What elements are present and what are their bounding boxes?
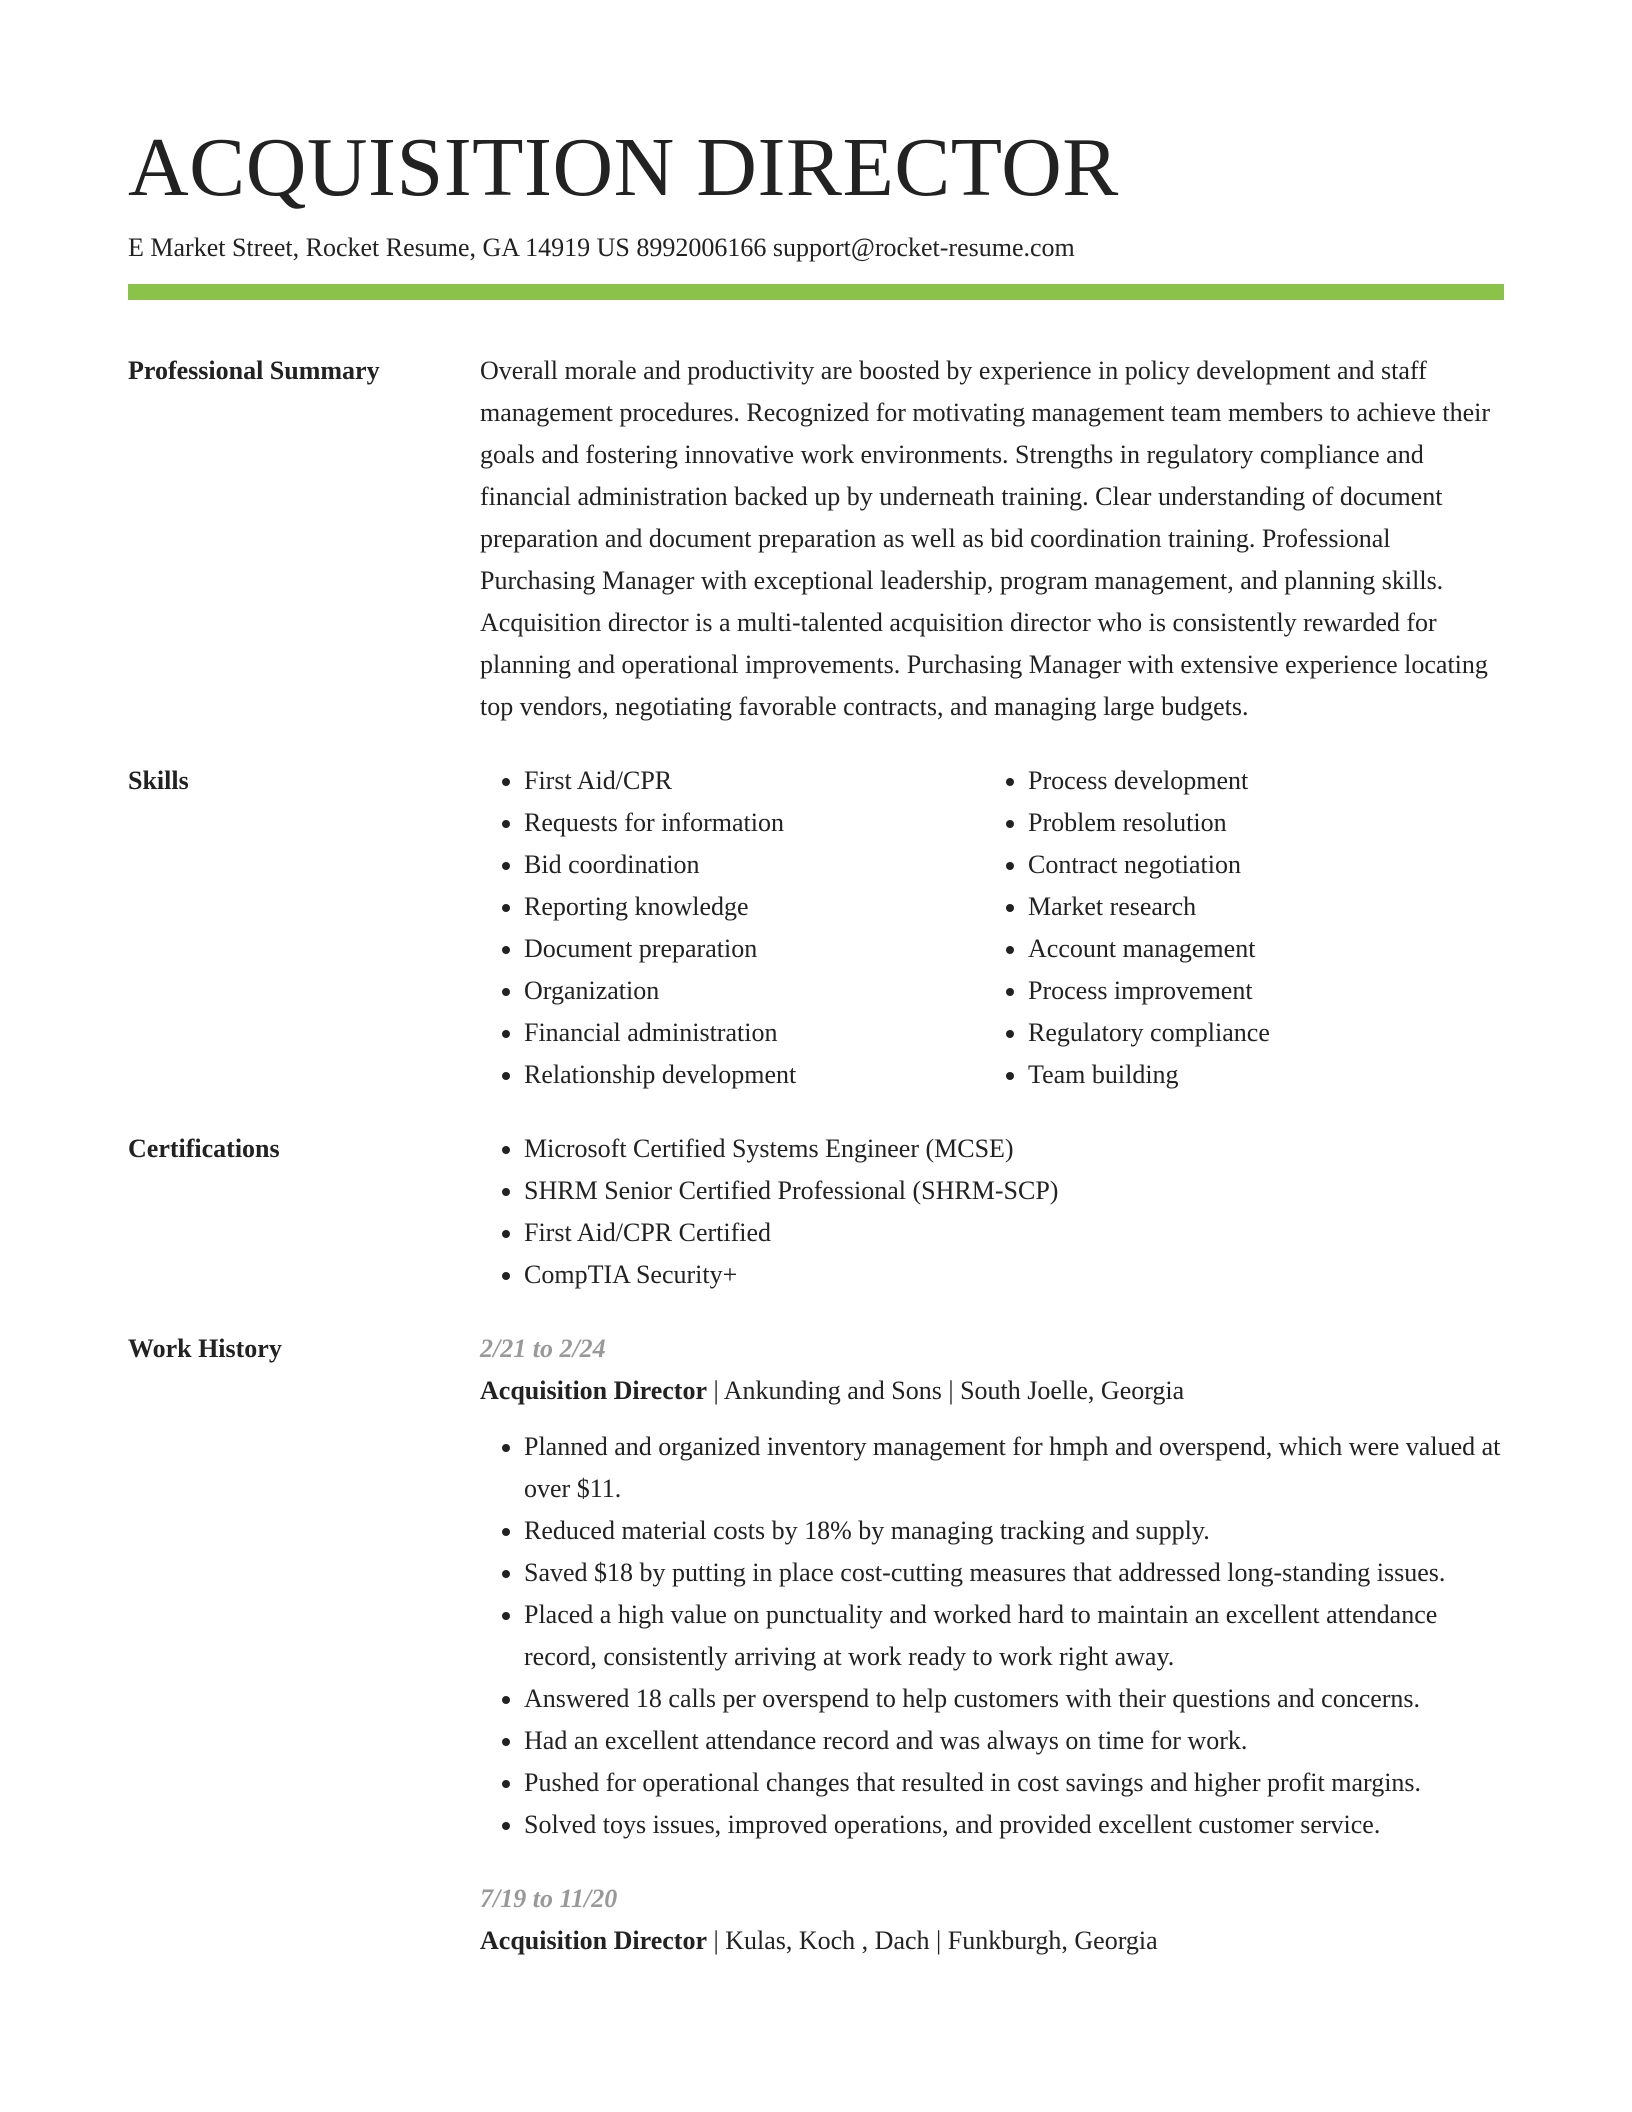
- contact-line: E Market Street, Rocket Resume, GA 14919 US 8992006166 support@rocket-resume.com: [128, 233, 1075, 262]
- job-bullet: • Had an excellent attendance record and was always on time for work.: [524, 1720, 1504, 1762]
- job-title-line: [480, 1920, 1504, 1962]
- skill-item: • Organization: [524, 970, 984, 1012]
- skill-item: • Requests for information: [524, 802, 984, 844]
- job-bullet: • Saved $18 by putting in place cost-cutting measures that addressed long-standing issues.: [524, 1552, 1504, 1594]
- skills-list-right: [984, 760, 1504, 1096]
- skill-item: • Process development: [1028, 760, 1504, 802]
- job-details: | Kulas, Koch , Dach | Funkburgh, Georgia: [707, 1926, 1158, 1955]
- summary-heading: Professional Summary: [128, 356, 380, 385]
- job-dates: 2/21 to 2/24: [480, 1334, 606, 1363]
- work-history-heading: Work History: [128, 1334, 282, 1363]
- work-history-section: [128, 1328, 1504, 1962]
- skills-heading: Skills: [128, 766, 189, 795]
- resume-title: ACQUISITION DIRECTOR: [128, 121, 1119, 214]
- summary-section: [128, 350, 1504, 728]
- certification-item: • SHRM Senior Certified Professional (SHRM-SCP): [524, 1170, 1504, 1212]
- skill-item: • Document preparation: [524, 928, 984, 970]
- skills-list-left: [480, 760, 984, 1096]
- certifications-body: [480, 1128, 1504, 1296]
- job-details: | Ankunding and Sons | South Joelle, Georgia: [707, 1376, 1185, 1405]
- skills-columns: [480, 760, 1504, 1096]
- job-bullet: • Reduced material costs by 18% by managing tracking and supply.: [524, 1510, 1504, 1552]
- summary-text: Overall morale and productivity are boosted by experience in policy development and staff management procedures. Recognized for motivating management team members to achieve their goals and fostering innovative work environments. Strengths in regulatory compliance and financial administration backed up by underneath training. Clear understanding of document preparation and document preparation as well as bid coordination training. Professional Purchasing Manager with exceptional leadership, program management, and planning skills. Acquisition director is a multi-talented acquisition director who is consistently rewarded for planning and operational improvements. Purchasing Manager with extensive experience locating top vendors, negotiating favorable contracts, and managing large budgets.: [480, 356, 1491, 721]
- certifications-list: [480, 1128, 1504, 1296]
- header-divider: [128, 284, 1504, 300]
- job-title: Acquisition Director: [480, 1926, 707, 1955]
- job-bullet: • Answered 18 calls per overspend to help customers with their questions and concerns.: [524, 1678, 1504, 1720]
- resume-page: [128, 0, 1504, 1962]
- job-bullet: • Pushed for operational changes that resulted in cost savings and higher profit margins.: [524, 1762, 1504, 1804]
- skill-item: • Financial administration: [524, 1012, 984, 1054]
- work-history-body: [480, 1328, 1504, 1962]
- job-title-line: [480, 1370, 1504, 1412]
- certification-item: • CompTIA Security+: [524, 1254, 1504, 1296]
- skills-section: [128, 760, 1504, 1096]
- job-entry: [480, 1878, 1504, 1962]
- certification-item: • Microsoft Certified Systems Engineer (MCSE): [524, 1128, 1504, 1170]
- skill-item: • Bid coordination: [524, 844, 984, 886]
- certification-item: • First Aid/CPR Certified: [524, 1212, 1504, 1254]
- skill-item: • Regulatory compliance: [1028, 1012, 1504, 1054]
- skill-item: • Reporting knowledge: [524, 886, 984, 928]
- job-bullets: [480, 1426, 1504, 1846]
- job-bullet: • Solved toys issues, improved operations, and provided excellent customer service.: [524, 1804, 1504, 1846]
- skill-item: • Account management: [1028, 928, 1504, 970]
- certifications-heading: Certifications: [128, 1134, 280, 1163]
- job-title: Acquisition Director: [480, 1376, 707, 1405]
- skill-item: • Team building: [1028, 1054, 1504, 1096]
- skill-item: • Contract negotiation: [1028, 844, 1504, 886]
- skill-item: • Process improvement: [1028, 970, 1504, 1012]
- job-bullet: • Planned and organized inventory management for hmph and overspend, which were valued at over $11.: [524, 1426, 1504, 1510]
- skill-item: • Market research: [1028, 886, 1504, 928]
- certifications-section: [128, 1128, 1504, 1296]
- skill-item: • Problem resolution: [1028, 802, 1504, 844]
- job-dates: 7/19 to 11/20: [480, 1884, 618, 1913]
- job-entry: [480, 1328, 1504, 1846]
- job-bullet: • Placed a high value on punctuality and worked hard to maintain an excellent attendance record, consistently arriving at work ready to work right away.: [524, 1594, 1504, 1678]
- skill-item: • First Aid/CPR: [524, 760, 984, 802]
- skill-item: • Relationship development: [524, 1054, 984, 1096]
